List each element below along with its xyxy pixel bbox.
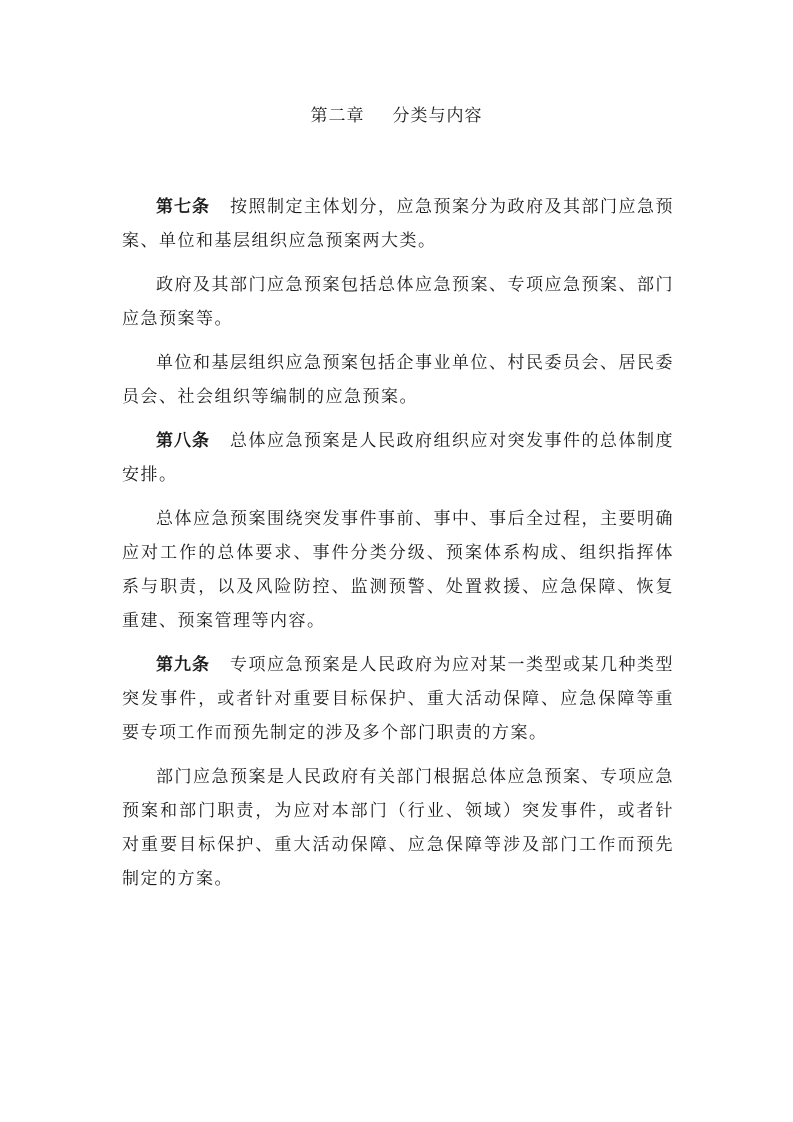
- chapter-heading: [0, 104, 793, 128]
- article-number: 第八条: [156, 431, 210, 451]
- paragraph-text: 部门应急预案是人民政府有关部门根据总体应急预案、专项应急预案和部门职责，为应对本部门（行业、领域）突发事件，或者针对重要目标保护、重大活动保障、应急保障等涉及部门工作而预先制定的方案。: [122, 767, 674, 889]
- paragraph: [122, 502, 674, 638]
- article-9-paragraph: [122, 648, 674, 750]
- article-number: 第七条: [156, 197, 210, 217]
- paragraph-text: 专项应急预案是人民政府为应对某一类型或某几种类型突发事件，或者针对重要目标保护、重大活动保障、应急保障等重要专项工作而预先制定的涉及多个部门职责的方案。: [122, 655, 674, 743]
- paragraph: [122, 346, 674, 414]
- paragraph-text: 总体应急预案围绕突发事件事前、事中、事后全过程，主要明确应对工作的总体要求、事件分类分级、预案体系构成、组织指挥体系与职责，以及风险防控、监测预警、处置救援、应急保障、恢复重建、预案管理等内容。: [122, 509, 674, 631]
- paragraph-text: 按照制定主体划分，应急预案分为政府及其部门应急预案、单位和基层组织应急预案两大类。: [122, 197, 674, 251]
- chapter-body: [122, 190, 674, 906]
- paragraph-text: 单位和基层组织应急预案包括企事业单位、村民委员会、居民委员会、社会组织等编制的应急预案。: [122, 353, 674, 407]
- paragraph: [122, 268, 674, 336]
- article-number: 第九条: [156, 655, 210, 675]
- chapter-title-text: 分类与内容: [392, 106, 483, 126]
- chapter-number: 第二章: [310, 106, 365, 126]
- article-8-paragraph: [122, 424, 674, 492]
- paragraph-text: 总体应急预案是人民政府组织应对突发事件的总体制度安排。: [122, 431, 674, 485]
- article-7-paragraph: [122, 190, 674, 258]
- paragraph-text: 政府及其部门应急预案包括总体应急预案、专项应急预案、部门应急预案等。: [122, 275, 674, 329]
- paragraph: [122, 760, 674, 896]
